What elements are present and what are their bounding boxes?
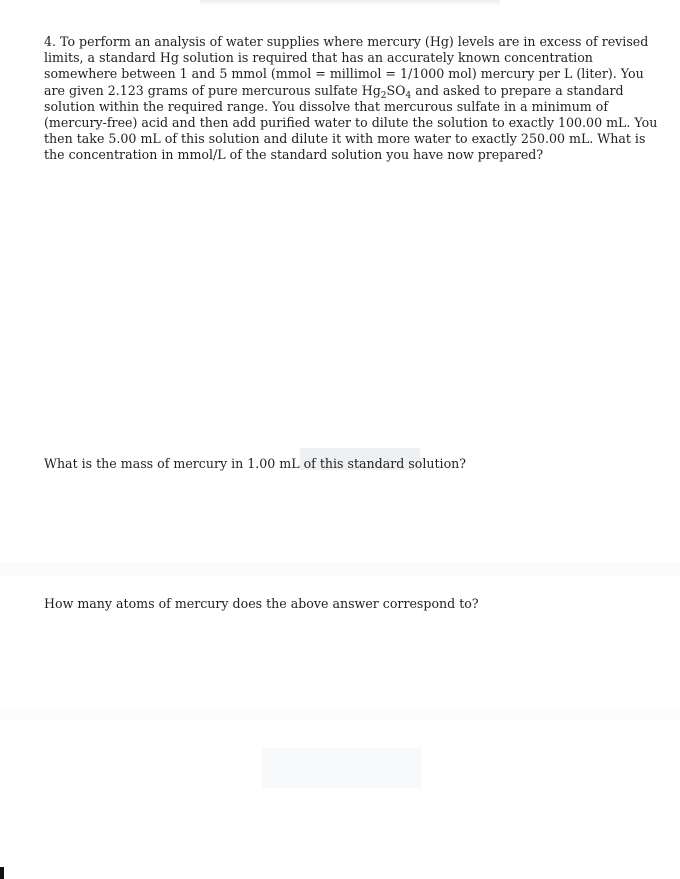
scan-artifact — [0, 562, 680, 576]
question-atoms-of-mercury: How many atoms of mercury does the above answer correspond to? — [44, 596, 479, 611]
scan-shadow — [200, 0, 500, 6]
question-text-part3: and asked to prepare a standard solution within the required range. You dissolve that mercurous sulfate in a minimum of (mercury-free) acid and then add purified water to dilute the solution to exactly 100.00 mL. You then take 5.00 mL of this solution and dilute it with more water to exactly 250.00 mL. What is the concentration in mmol/L of the standard solution you have now prepared? — [44, 82, 658, 163]
question-text-part1: To perform an analysis of water supplies where mercury (Hg) levels are in excess of revised limits, a standard Hg solution is required that has an accurately known concentration somewhere between 1 and 5 mmol (mmol = millimol = 1/1000 mol) mercury per L (liter). You are given 2.123 grams of pure mercurous sulfate Hg — [44, 34, 649, 98]
question-text-part2: SO — [386, 82, 406, 98]
scan-artifact — [0, 710, 680, 720]
subscript-2: 2 — [380, 90, 387, 101]
scan-artifact — [262, 748, 422, 788]
question-number: 4. — [44, 34, 57, 49]
question-mass-of-mercury: What is the mass of mercury in 1.00 mL of this standard solution? — [44, 456, 467, 471]
subscript-4: 4 — [405, 90, 412, 101]
question-4-paragraph — [44, 34, 662, 164]
scan-edge-mark — [0, 867, 4, 879]
